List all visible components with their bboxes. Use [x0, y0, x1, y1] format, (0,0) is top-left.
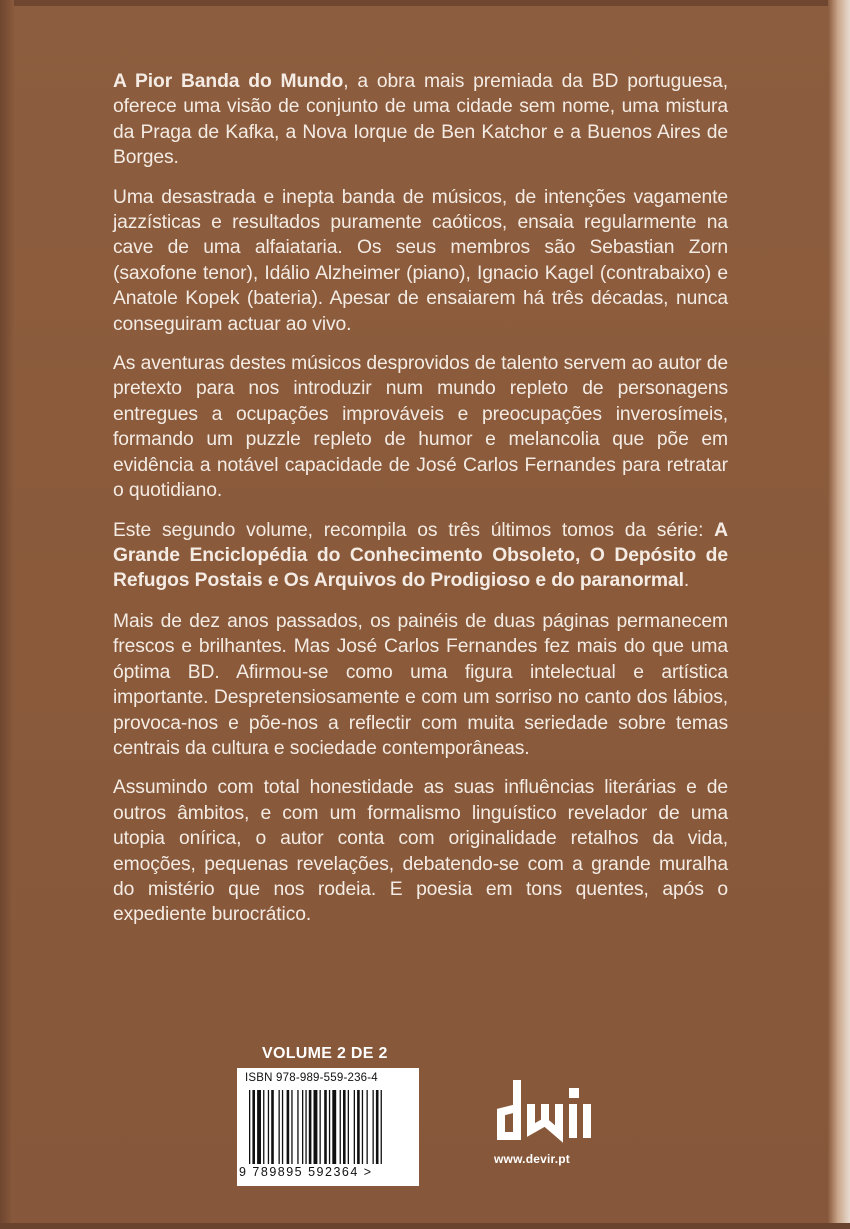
barcode-bar [314, 1090, 318, 1164]
barcode-bar [354, 1090, 355, 1164]
barcode-bar [305, 1090, 306, 1164]
barcode-bar [252, 1090, 255, 1164]
synopsis-paragraph-3: As aventuras destes músicos desprovidos de talento servem ao autor de pretexto para nos introduzir num mundo repleto de personagens entregues a ocupações improváveis e preocupações inverosímeis, formando um puzzle repleto de humor e melancolia que põe em evidência a notável capacidade de José Carlos Fernandes para retratar o quotidiano. [113, 353, 728, 502]
synopsis-paragraph-2: Uma desastrada e inepta banda de músicos, de intenções vagamente jazzísticas e resultados puramente caóticos, ensaia regularmente na cave de uma alfaiataria. Os seus membros são Sebastian Zorn (saxofone tenor), Idálio Alzheimer (piano), Ignacio Kagel (contrabaixo) e Anatole Kopek (bateria). Apesar de ensaiarem há três décadas, nunca conseguiram actuar ao vivo. [113, 186, 728, 335]
volume-label: VOLUME 2 DE 2 [262, 1045, 388, 1062]
barcode-bar [362, 1090, 363, 1164]
barcode-bar [257, 1090, 261, 1164]
review-block [113, 609, 728, 942]
barcode-bar [373, 1090, 374, 1164]
barcode-bar [271, 1090, 274, 1164]
synopsis-paragraph-1 [113, 69, 728, 171]
synopsis-paragraph-4-end: . [683, 570, 690, 592]
barcode-bar [302, 1090, 303, 1164]
barcode-bar [263, 1090, 264, 1164]
barcode-bar [357, 1090, 360, 1164]
synopsis-paragraph-4-intro: Este segundo volume, recompila os três últimos tomos da série: [113, 519, 715, 541]
isbn-barcode [237, 1068, 419, 1186]
synopsis-paragraph-1-text: , a obra mais premiada da BD portuguesa, oferece uma visão de conjunto de uma cidade sem nome, uma mistura da Praga de Kafka, a Nova Iorque de Ben Katchor e a Buenos Aires de Borges. [113, 71, 728, 169]
isbn-text: ISBN 978-989-559-236-4 [245, 1072, 378, 1084]
synopsis-paragraph-4 [113, 518, 728, 594]
cover-top-edge [0, 0, 850, 6]
barcode-bar [297, 1090, 298, 1164]
barcode-bar [348, 1090, 349, 1164]
barcode-bar [343, 1090, 346, 1164]
synopsis-block [113, 69, 728, 608]
publisher-website: www.devir.pt [494, 1152, 570, 1166]
barcode-bar [332, 1090, 336, 1164]
barcode-bar [367, 1090, 368, 1164]
barcode-bar [309, 1090, 312, 1164]
barcode-bar [340, 1090, 341, 1164]
review-paragraph-1: Mais de dez anos passados, os painéis de duas páginas permanecem frescos e brilhantes. Mas José Carlos Fernandes fez mais do que uma óptima BD. Afirmou-se como uma figura intelectual e artística importante. Despretensiosamente e com um sorriso no canto dos lábios, provoca-nos e põe-nos a reflectir com muita seriedade sobre temas centrais da cultura e sociedade contemporâneas. [113, 611, 728, 760]
cover-left-edge [0, 0, 14, 1229]
barcode-bar [279, 1090, 280, 1164]
barcode-number: 9 789895 592364 > [239, 1165, 373, 1179]
barcode-bar [291, 1090, 292, 1164]
barcode-bar [320, 1090, 321, 1164]
cover-bottom-edge [0, 1223, 850, 1229]
barcode-bar [381, 1090, 382, 1164]
series-titles: A Grande Enciclopédia do Conhecimento Obsoleto, O Depósito de Refugos Postais e Os Arquivos do Prodigioso e do paranormal [113, 519, 728, 592]
review-paragraph-2: Assumindo com total honestidade as suas influências literárias e de outros âmbitos, e com um formalismo linguístico revelador de uma utopia onírica, o autor conta com originalidade retalhos da vida, emoções, pequenas revelações, debatendo-se com a grande muralha do mistério que nos rodeia. E poesia em tons quentes, após o expediente burocrático. [113, 777, 728, 926]
barcode-bar [268, 1090, 269, 1164]
barcode-bar [282, 1090, 283, 1164]
devir-logo [487, 1078, 602, 1148]
cover-right-edge [828, 0, 850, 1229]
barcode-bar [329, 1090, 330, 1164]
barcode-bar [249, 1090, 250, 1164]
book-title-inline: A Pior Banda do Mundo [113, 71, 344, 92]
barcode-bar [287, 1090, 290, 1164]
barcode-bar [324, 1090, 327, 1164]
barcode-bar [376, 1090, 379, 1164]
barcode-bars [243, 1090, 413, 1166]
